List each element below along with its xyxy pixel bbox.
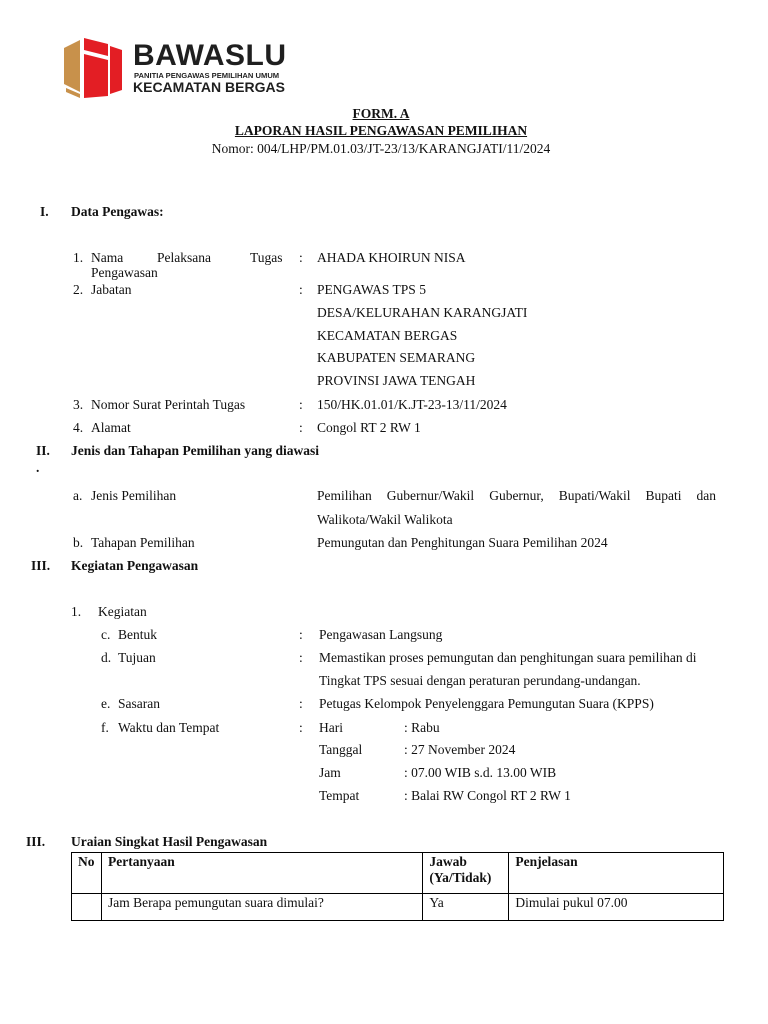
section3-numeral: III. xyxy=(31,558,51,573)
section2-numeral: II. xyxy=(36,443,50,458)
item-number: 4. xyxy=(73,420,84,435)
form-title: FORM. A xyxy=(352,106,410,121)
field-value-jenis: Pemilihan Gubernur/Wakil Gubernur, Bupati/Wakil Bupati dan xyxy=(317,488,716,503)
separator: : xyxy=(299,420,303,435)
field-value-name: AHADA KHOIRUN NISA xyxy=(317,250,466,265)
label-word: Pelaksana xyxy=(157,250,211,265)
waktu-key: Jam xyxy=(319,765,341,780)
section3-heading: Kegiatan Pengawasan xyxy=(71,558,199,573)
field-value-jenis-cont: Walikota/Wakil Walikota xyxy=(317,512,453,527)
field-label: Jenis Pemilihan xyxy=(91,488,177,503)
field-value-jabatan: KECAMATAN BERGAS xyxy=(317,328,458,343)
field-value-bentuk: Pengawasan Langsung xyxy=(319,627,443,642)
separator: : xyxy=(299,250,303,265)
label-word: Pengawasan xyxy=(91,265,158,280)
section1-numeral: I. xyxy=(40,204,49,219)
section2-heading: Jenis dan Tahapan Pemilihan yang diawasi xyxy=(71,443,319,458)
field-label: Jabatan xyxy=(91,282,132,297)
field-value-tujuan-cont: Tingkat TPS sesuai dengan peraturan perundang-undangan. xyxy=(319,673,641,688)
item-letter: b. xyxy=(73,535,84,550)
field-label: Tujuan xyxy=(118,650,156,665)
field-label: Waktu dan Tempat xyxy=(118,720,220,735)
col-header-penjelasan: Penjelasan xyxy=(509,853,724,894)
item-number: 3. xyxy=(73,397,84,412)
separator: : xyxy=(299,627,303,642)
field-value-tujuan: Memastikan proses pemungutan dan penghitungan suara pemilihan di xyxy=(319,650,697,665)
separator: : xyxy=(299,720,303,735)
separator: : xyxy=(299,650,303,665)
logo-subtitle: PANITIA PENGAWAS PEMILIHAN UMUM xyxy=(134,71,280,80)
field-label: Alamat xyxy=(91,420,131,435)
section1-heading: Data Pengawas: xyxy=(71,204,164,219)
cell-jawab: Ya xyxy=(423,894,509,921)
section4-numeral: III. xyxy=(26,834,46,849)
logo-brand-text: BAWASLU xyxy=(133,39,287,72)
item-letter: e. xyxy=(101,696,111,711)
bawaslu-logo-icon xyxy=(62,34,124,100)
field-value-sprint: 150/HK.01.01/K.JT-23-13/11/2024 xyxy=(317,397,507,412)
waktu-key: Tempat xyxy=(319,788,360,803)
field-value-jabatan: PROVINSI JAWA TENGAH xyxy=(317,373,476,388)
label-word: Nama xyxy=(91,250,124,265)
section4-heading: Uraian Singkat Hasil Pengawasan xyxy=(71,834,268,849)
field-value-jabatan: KABUPATEN SEMARANG xyxy=(317,350,476,365)
field-value-tahapan: Pemungutan dan Penghitungan Suara Pemilihan 2024 xyxy=(317,535,608,550)
field-value-jabatan: DESA/KELURAHAN KARANGJATI xyxy=(317,305,528,320)
col-header-no: No xyxy=(72,853,102,894)
report-title: LAPORAN HASIL PENGAWASAN PEMILIHAN xyxy=(234,123,528,138)
waktu-value: : 07.00 WIB s.d. 13.00 WIB xyxy=(404,765,557,780)
separator: : xyxy=(299,696,303,711)
kegiatan-number: 1. xyxy=(71,604,82,619)
col-header-jawab-l2: (Ya/Tidak) xyxy=(429,870,492,885)
label-word: Tugas xyxy=(250,250,283,265)
item-number: 2. xyxy=(73,282,84,297)
section2-dot: . xyxy=(36,460,40,475)
item-letter: f. xyxy=(101,720,109,735)
item-letter: d. xyxy=(101,650,112,665)
field-label: Bentuk xyxy=(118,627,157,642)
table-row xyxy=(72,894,724,921)
field-label: Sasaran xyxy=(118,696,160,711)
cell-penjelasan: Dimulai pukul 07.00 xyxy=(509,894,724,921)
field-value-alamat: Congol RT 2 RW 1 xyxy=(317,420,421,435)
waktu-value: : Balai RW Congol RT 2 RW 1 xyxy=(404,788,571,803)
item-letter: c. xyxy=(101,627,111,642)
kegiatan-label: Kegiatan xyxy=(98,604,147,619)
waktu-value: : Rabu xyxy=(404,720,440,735)
col-header-jawab-l1: Jawab xyxy=(429,854,467,869)
field-label: Tahapan Pemilihan xyxy=(91,535,195,550)
waktu-key: Tanggal xyxy=(319,742,363,757)
item-number: 1. xyxy=(73,250,84,265)
col-header-pertanyaan: Pertanyaan xyxy=(101,853,422,894)
field-value-sasaran: Petugas Kelompok Penyelenggara Pemungutan Suara (KPPS) xyxy=(319,696,654,711)
field-label: Nomor Surat Perintah Tugas xyxy=(91,397,246,412)
report-number: Nomor: 004/LHP/PM.01.03/JT-23/13/KARANGJATI/11/2024 xyxy=(211,141,551,156)
waktu-value: : 27 November 2024 xyxy=(404,742,516,757)
cell-no xyxy=(72,894,102,921)
waktu-key: Hari xyxy=(319,720,343,735)
separator: : xyxy=(299,282,303,297)
results-table xyxy=(71,852,724,921)
cell-pertanyaan: Jam Berapa pemungutan suara dimulai? xyxy=(101,894,422,921)
col-header-jawab xyxy=(423,853,509,894)
table-header-row xyxy=(72,853,724,894)
item-letter: a. xyxy=(73,488,83,503)
field-value-jabatan: PENGAWAS TPS 5 xyxy=(317,282,426,297)
logo-office: KECAMATAN BERGAS xyxy=(133,79,285,95)
separator: : xyxy=(299,397,303,412)
